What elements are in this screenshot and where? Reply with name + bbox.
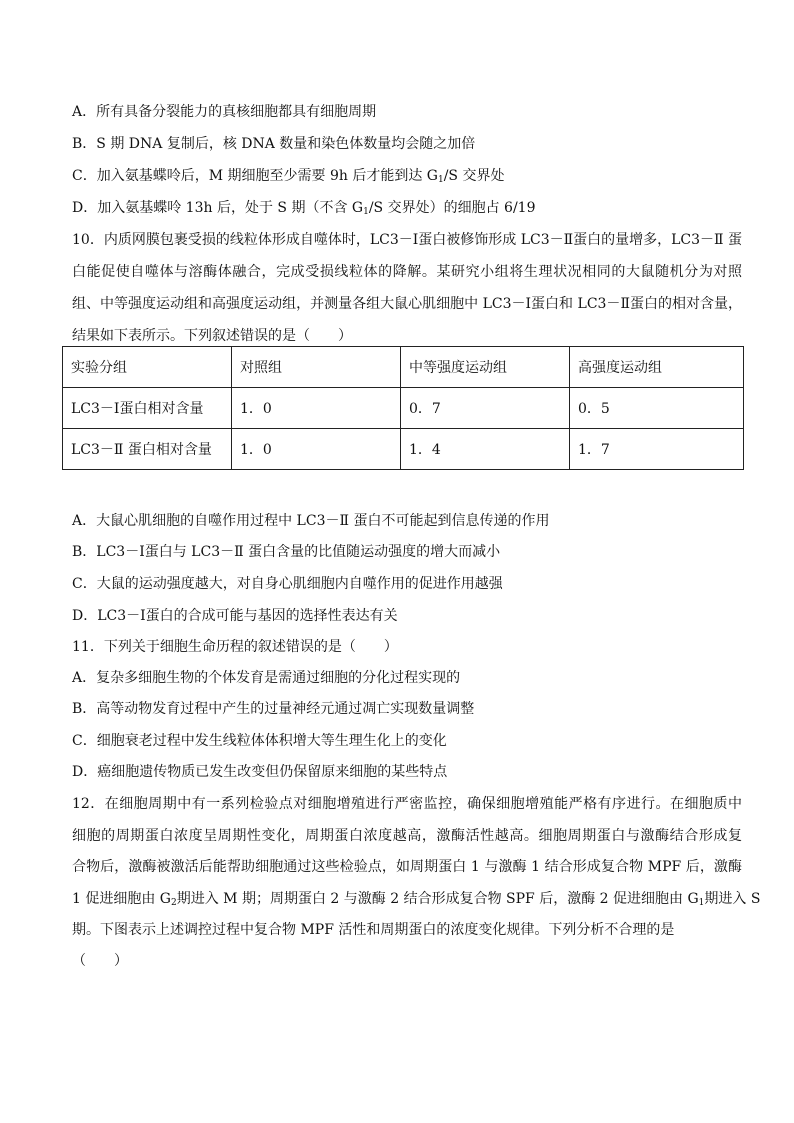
q12-line-1: 12．在细胞周期中有一系列检验点对细胞增殖进行严密监控，确保细胞增殖能严格有序进行。在细胞质中	[72, 796, 742, 812]
q11-option-a: A．复杂多细胞生物的个体发育是需通过细胞的分化过程实现的	[72, 670, 461, 686]
q11-option-c: C．细胞衰老过程中发生线粒体体积增大等生理生化上的变化	[72, 733, 447, 749]
q10-option-a: A．大鼠心肌细胞的自噬作用过程中 LC3－Ⅱ 蛋白不可能起到信息传递的作用	[72, 513, 550, 529]
q9-option-a: A．所有具备分裂能力的真核细胞都具有细胞周期	[72, 104, 377, 120]
table-cell: 1．0	[232, 388, 401, 429]
q12-l4-sub-1: 2	[171, 898, 177, 908]
q12-line-2: 细胞的周期蛋白浓度呈周期性变化，周期蛋白浓度越高，激酶活性越高。细胞周期蛋白与激酶结合形成复	[72, 828, 742, 844]
table-row	[63, 388, 744, 429]
table-header-cell: 对照组	[232, 347, 401, 388]
q12-line-4	[72, 889, 761, 913]
table-cell: 1．4	[401, 429, 570, 470]
q10-stem-line-4: 结果如下表所示。下列叙述错误的是（ ）	[72, 328, 352, 344]
q11-option-d: D．癌细胞遗传物质已发生改变但仍保留原来细胞的某些特点	[72, 764, 448, 780]
q10-option-b: B．LC3－Ⅰ蛋白与 LC3－Ⅱ 蛋白含量的比值随运动强度的增大而减小	[72, 544, 501, 560]
table-header-cell: 中等强度运动组	[401, 347, 570, 388]
table-cell: 1．0	[232, 429, 401, 470]
q9-option-d	[72, 198, 535, 222]
table-cell: 1．7	[570, 429, 744, 470]
q12-answer-bracket: （ ）	[72, 953, 128, 969]
q10-option-d: D．LC3－Ⅰ蛋白的合成可能与基因的选择性表达有关	[72, 608, 398, 624]
q12-l4-text-b: 期进入 M 期；周期蛋白 2 与激酶 2 结合形成复合物 SPF 后，激酶 2 促进细胞由 G	[176, 891, 699, 907]
q10-stem-line-3: 组、中等强度运动组和高强度运动组，并测量各组大鼠心肌细胞中 LC3－Ⅰ蛋白和 LC3－Ⅱ蛋白的相对含量，	[72, 296, 742, 312]
q12-l4-text-c: 期进入 S	[704, 891, 761, 907]
q9c-sub: 1	[437, 175, 444, 185]
q9c-text-end: /S 交界处	[443, 168, 505, 184]
table-header-cell: 实验分组	[63, 347, 232, 388]
q11-option-b: B．高等动物发育过程中产生的过量神经元通过凋亡实现数量调整	[72, 701, 475, 717]
q9c-text: C．加入氨基蝶呤后，M 期细胞至少需要 9h 后才能到达 G	[72, 168, 438, 184]
table-cell: LC3－Ⅰ蛋白相对含量	[63, 388, 232, 429]
table-cell: 0．5	[570, 388, 744, 429]
q10-option-c: C．大鼠的运动强度越大，对自身心肌细胞内自噬作用的促进作用越强	[72, 576, 503, 592]
q9d-text-end: /S 交界处）的细胞占 6/19	[368, 200, 536, 216]
q12-line-3: 合物后，激酶被激活后能帮助细胞通过这些检验点，如周期蛋白 1 与激酶 1 结合形成复合物 MPF 后，激酶	[72, 859, 742, 875]
q11-stem: 11．下列关于细胞生命历程的叙述错误的是（ ）	[72, 639, 398, 655]
q12-l4-text-a: 1 促进细胞由 G	[72, 891, 171, 907]
q10-stem-line-1: 10．内质网膜包裹受损的线粒体形成自噬体时，LC3－Ⅰ蛋白被修饰形成 LC3－Ⅱ蛋白的量增多，LC3－Ⅱ 蛋	[72, 232, 743, 248]
table-header-row	[63, 347, 744, 388]
q12-l4-sub-2: 1	[698, 898, 705, 908]
q9d-text: D．加入氨基蝶呤 13h 后，处于 S 期（不含 G	[72, 200, 364, 216]
q9d-sub: 1	[363, 207, 369, 217]
q9-option-c	[72, 166, 504, 190]
data-table	[62, 346, 744, 470]
table-row	[63, 429, 744, 470]
q9-option-b: B．S 期 DNA 复制后，核 DNA 数量和染色体数量均会随之加倍	[72, 136, 476, 152]
q12-line-5: 期。下图表示上述调控过程中复合物 MPF 活性和周期蛋白的浓度变化规律。下列分析不合理的是	[72, 922, 675, 938]
table-cell: LC3－Ⅱ 蛋白相对含量	[63, 429, 232, 470]
table-header-cell: 高强度运动组	[570, 347, 744, 388]
table-cell: 0．7	[401, 388, 570, 429]
q10-stem-line-2: 白能促使自噬体与溶酶体融合，完成受损线粒体的降解。某研究小组将生理状况相同的大鼠随机分为对照	[72, 264, 742, 280]
